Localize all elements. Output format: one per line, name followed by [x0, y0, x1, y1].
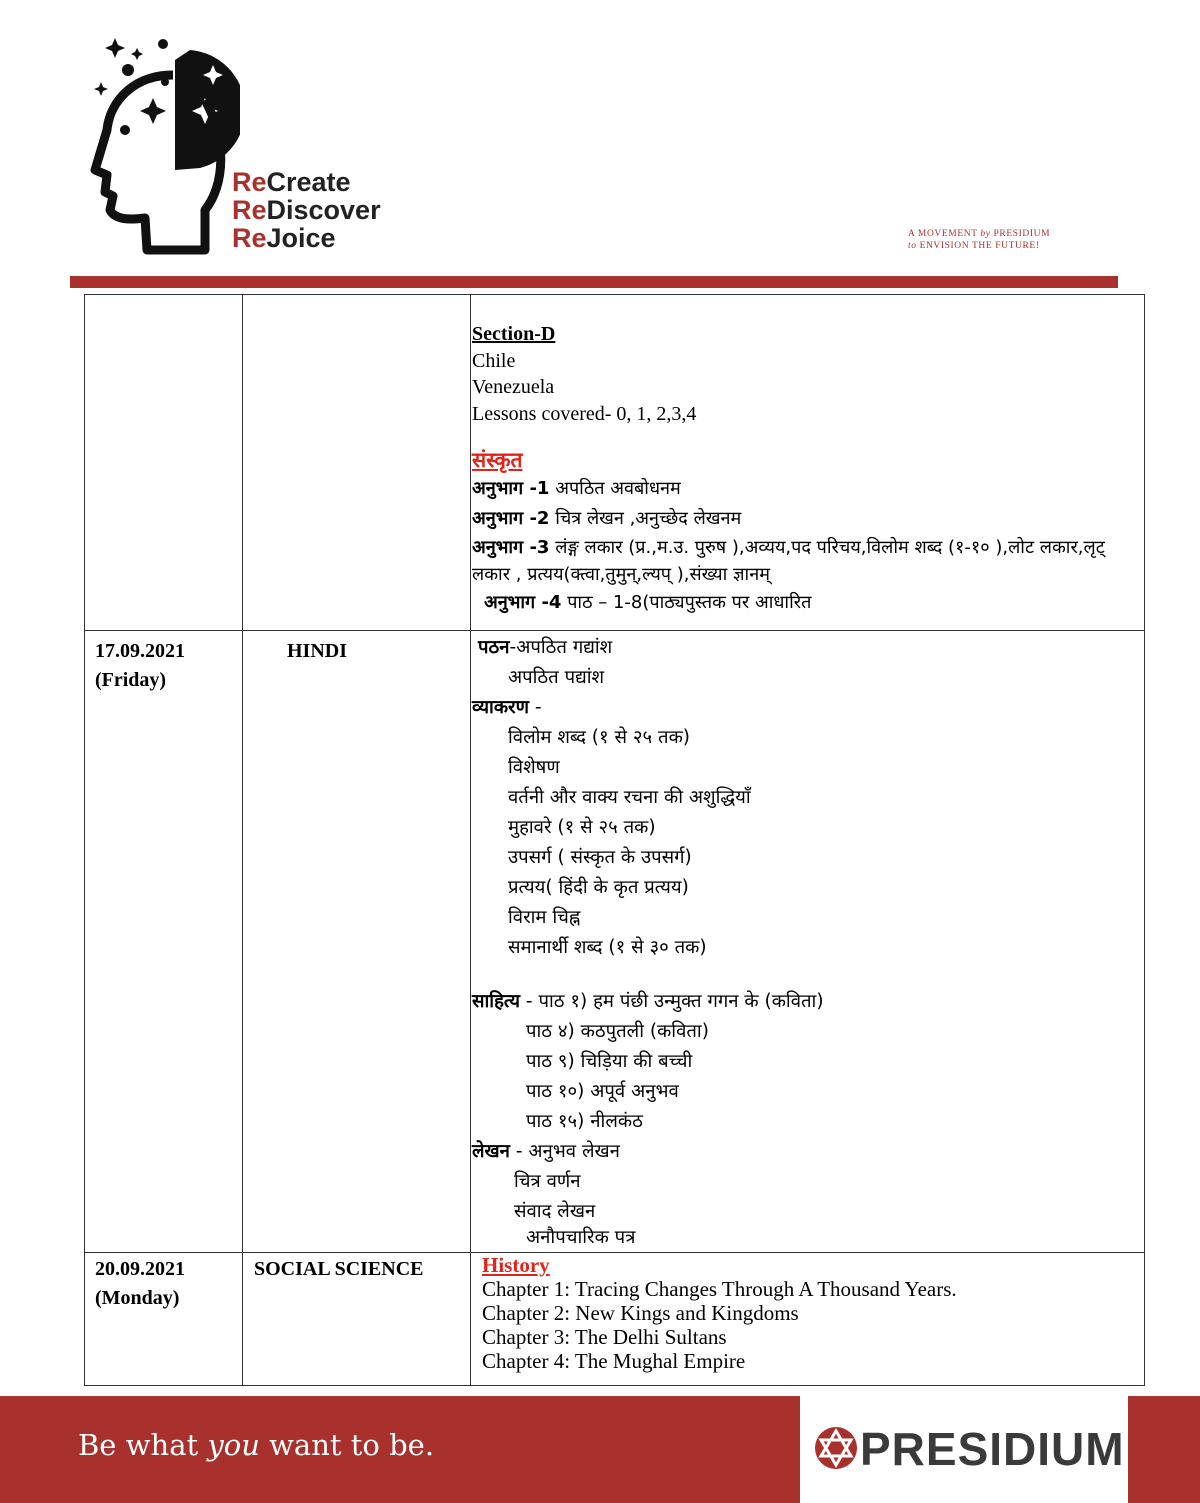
subject-name: SOCIAL SCIENCE [254, 1258, 424, 1280]
date-cell [85, 295, 243, 631]
exam-day: (Friday) [95, 669, 167, 691]
subject-cell [243, 1253, 471, 1386]
subject-cell [243, 631, 471, 1253]
exam-date: 17.09.2021 [95, 640, 185, 662]
syllabus-cell [471, 295, 1145, 631]
footer-slogan: Be what you want to be. [78, 1428, 435, 1462]
list-item: विशेषण [508, 757, 560, 778]
logo-line-recreate: ReCreate [232, 167, 351, 197]
list-item: समानार्थी शब्द (१ से ३० तक) [508, 937, 707, 958]
list-item: पाठ ४) कठपुतली (कविता) [526, 1021, 709, 1042]
schedule-table [84, 294, 1145, 1386]
list-item: अनुभाग -3 लंङ्ग लकार (प्र.,म.उ. पुरुष ),अव्यय,पद परिचय,विलोम शब्द (१-१० ),लोट लकार,लृट् लकार , प्रत्यय(क्त्वा,तुमुन्,ल्यप् ),संख्या ज्ञानम् [472, 536, 1105, 585]
exam-date: 20.09.2021 [95, 1258, 185, 1280]
list-item: साहित्य - पाठ १) हम पंछी उन्मुक्त गगन के (कविता) [472, 991, 824, 1012]
list-item: अपठित पद्यांश [508, 667, 605, 688]
exam-day: (Monday) [95, 1287, 180, 1309]
history-title: History [482, 1253, 550, 1277]
list-item: पाठ १०) अपूर्व अनुभव [526, 1081, 679, 1102]
list-item: पाठ १५) नीलकंठ [526, 1111, 643, 1132]
list-item: पाठ ९) चिड़िया की बच्ची [526, 1051, 693, 1072]
brand-name: PRESIDIUM [860, 1423, 1125, 1475]
page-footer [0, 1396, 1200, 1503]
logo-wordmark [232, 168, 381, 252]
list-item: विलोम शब्द (१ से २५ तक) [508, 727, 690, 748]
list-item: पठन-अपठित गद्यांश [478, 637, 613, 658]
brand-panel [800, 1396, 1128, 1503]
date-cell [85, 1253, 243, 1386]
list-item: संवाद लेखन [514, 1201, 596, 1222]
list-item: चित्र वर्णन [514, 1171, 581, 1192]
list-item: Chapter 3: The Delhi Sultans [482, 1325, 727, 1349]
date-cell [85, 631, 243, 1253]
section-title: Section-D [472, 323, 556, 345]
list-item: Lessons covered- 0, 1, 2,3,4 [472, 402, 697, 425]
presidium-star-icon [814, 1426, 858, 1470]
syllabus-cell [471, 631, 1145, 1253]
list-item: विराम चिह्न [508, 907, 581, 928]
list-item: अनुभाग -2 चित्र लेखन ,अनुच्छेद लेखनम [472, 507, 742, 529]
sanskrit-title: संस्कृत [472, 448, 523, 472]
logo-line-rejoice: ReJoice [232, 223, 336, 253]
list-item: लेखन - अनुभव लेखन [472, 1141, 620, 1162]
list-item: अनुभाग -1 अपठित अवबोधनम [472, 477, 681, 499]
list-item: व्याकरण - [472, 697, 542, 718]
list-item: Chapter 2: New Kings and Kingdoms [482, 1301, 799, 1325]
syllabus-cell [471, 1253, 1145, 1386]
list-item: अनौपचारिक पत्र [526, 1227, 636, 1248]
list-item: उपसर्ग ( संस्कृत के उपसर्ग) [508, 847, 692, 868]
header-divider [70, 276, 1118, 288]
list-item: Venezuela [472, 376, 555, 398]
list-item: प्रत्यय( हिंदी के कृत प्रत्यय) [508, 877, 689, 898]
list-item: Chapter 1: Tracing Changes Through A Thousand Years. [482, 1277, 957, 1301]
list-item: अनुभाग -4 पाठ – 1-8(पाठ्यपुस्तक पर आधारित [484, 591, 812, 613]
header-tagline: A MOVEMENT by PRESIDIUM to ENVISION THE FUTURE! [908, 229, 1051, 251]
logo-line-rediscover: ReDiscover [232, 195, 381, 225]
list-item: मुहावरे (१ से २५ तक) [508, 817, 656, 838]
list-item: Chile [472, 349, 516, 372]
head-logo-icon [55, 20, 240, 260]
subject-name: HINDI [287, 640, 348, 662]
subject-cell [243, 295, 471, 631]
list-item: Chapter 4: The Mughal Empire [482, 1349, 746, 1373]
table-row [85, 295, 1145, 631]
list-item: वर्तनी और वाक्य रचना की अशुद्धियाँ [508, 787, 751, 808]
table-row [85, 631, 1145, 1253]
table-row [85, 1253, 1145, 1386]
page-header [0, 0, 1200, 290]
